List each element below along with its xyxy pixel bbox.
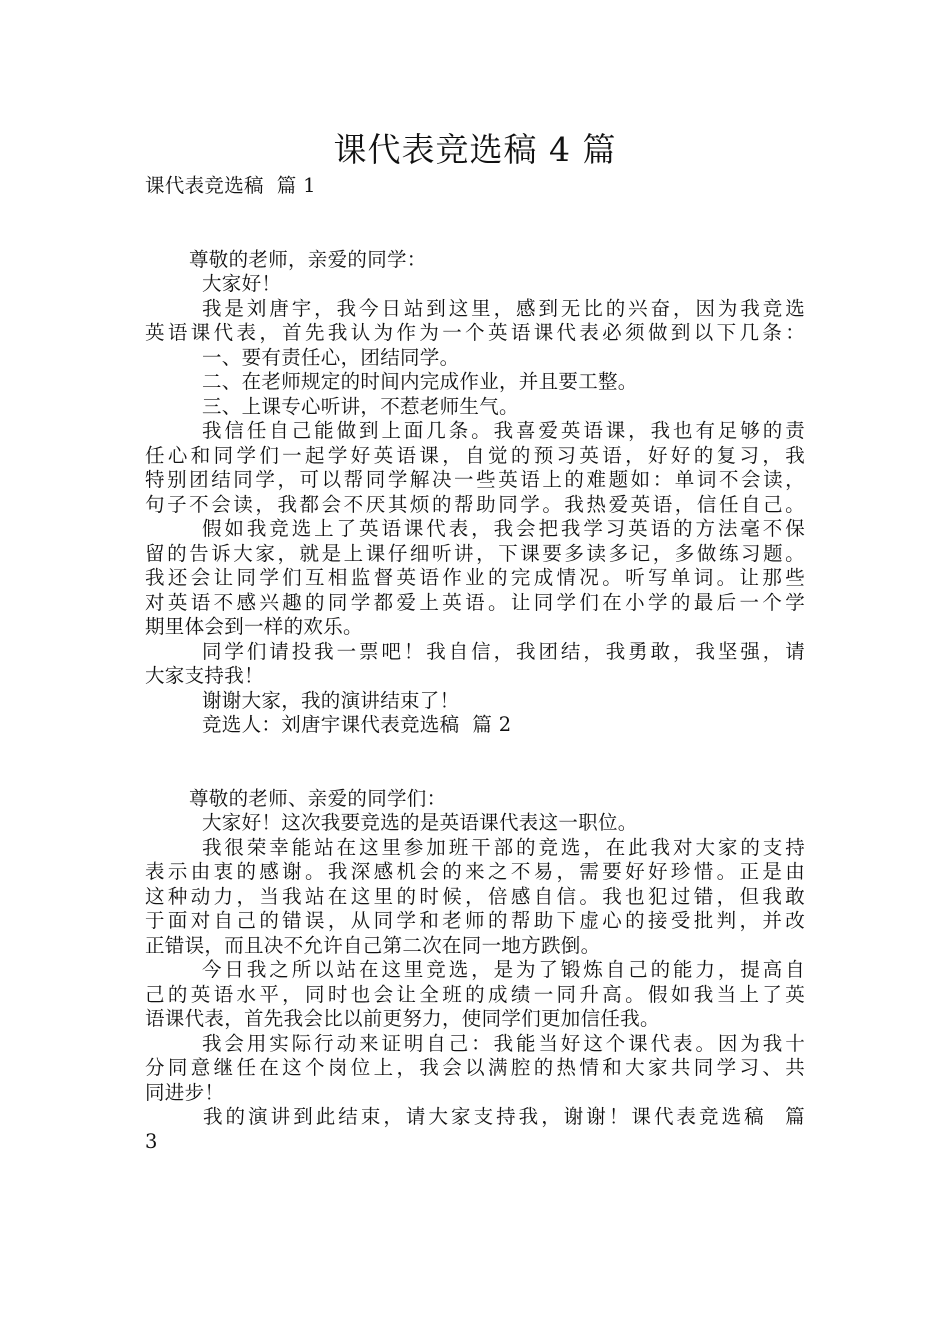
section-heading-2: 竞选人：刘唐宇课代表竞选稿 篇 2 [202,713,512,736]
paragraph-line: 对英语不感兴趣的同学都爱上英语。让同学们在小学的最后一个学 [145,590,805,614]
paragraph-line: 我还会让同学们互相监督英语作业的完成情况。听写单词。让那些 [145,566,805,589]
section-heading-3: 我的演讲到此结束，请大家支持我，谢谢！课代表竞选稿 篇 [203,1105,805,1128]
salutation: 尊敬的老师、亲爱的同学们： [189,786,447,810]
paragraph-line: 大家支持我！ [145,664,264,687]
paragraph-line: 我很荣幸能站在这里参加班干部的竞选，在此我对大家的支持 [202,835,805,859]
spacer [145,199,805,248]
paragraph-line: 于面对自己的错误，从同学和老师的帮助下虚心的接受批判，并改 [145,909,805,932]
paragraph-line: 期里体会到一样的欢乐。 [145,615,363,638]
paragraph-line: 表示由衷的感谢。我深感机会的来之不易，需要好好珍惜。正是由 [145,860,805,883]
paragraph-line: 同学们请投我一票吧！我自信，我团结，我勇敢，我坚强，请 [202,639,805,663]
paragraph-line: 这种动力，当我站在这里的时候，倍感自信。我也犯过错，但我敢 [145,884,805,908]
paragraph-line: 正错误，而且决不允许自己第二次在同一地方跌倒。 [145,933,601,957]
paragraph-line: 分同意继任在这个岗位上，我会以满腔的热情和大家共同学习、共 [145,1056,805,1079]
section-number: 3 [145,1129,158,1153]
salutation: 尊敬的老师，亲爱的同学： [189,247,427,271]
list-item: 一、要有责任心，团结同学。 [202,345,460,369]
spacer [145,738,805,787]
paragraph-line: 英语课代表，首先我认为作为一个英语课代表必须做到以下几条： [145,321,805,344]
paragraph-line: 假如我竞选上了英语课代表，我会把我学习英语的方法毫不保 [202,517,805,540]
document-title: 课代表竞选稿 4 篇 [333,130,617,169]
paragraph-line: 己的英语水平，同时也会让全班的成绩一同升高。假如我当上了英 [145,982,805,1006]
paragraph-line: 任心和同学们一起学好英语课，自觉的预习英语，好好的复习，我 [145,443,805,467]
paragraph-line: 句子不会读，我都会不厌其烦的帮助同学。我热爱英语，信任自己。 [145,492,805,516]
paragraph-line: 我信任自己能做到上面几条。我喜爱英语课，我也有足够的责 [202,419,805,442]
paragraph-line: 谢谢大家，我的演讲结束了！ [202,688,460,712]
paragraph-line: 大家好！这次我要竞选的是英语课代表这一职位。 [202,811,638,834]
paragraph-line: 同进步！ [145,1080,225,1104]
paragraph-line: 特别团结同学，可以帮同学解决一些英语上的难题如：单词不会读， [145,468,805,491]
paragraph-line: 留的告诉大家，就是上课仔细听讲，下课要多读多记，多做练习题。 [145,541,805,565]
list-item: 二、在老师规定的时间内完成作业，并且要工整。 [202,370,638,393]
paragraph-line: 今日我之所以站在这里竞选，是为了锻炼自己的能力，提高自 [202,958,805,981]
paragraph-line: 语课代表，首先我会比以前更努力，使同学们更加信任我。 [145,1007,660,1030]
document-body [145,174,805,1154]
paragraph-line: 大家好！ [202,272,282,295]
paragraph-line: 我是刘唐宇，我今日站到这里，感到无比的兴奋，因为我竞选 [202,296,805,320]
paragraph-line: 我会用实际行动来证明自己：我能当好这个课代表。因为我十 [202,1031,805,1055]
section-heading-1: 课代表竞选稿 篇 1 [145,174,316,197]
list-item: 三、上课专心听讲，不惹老师生气。 [202,394,519,418]
